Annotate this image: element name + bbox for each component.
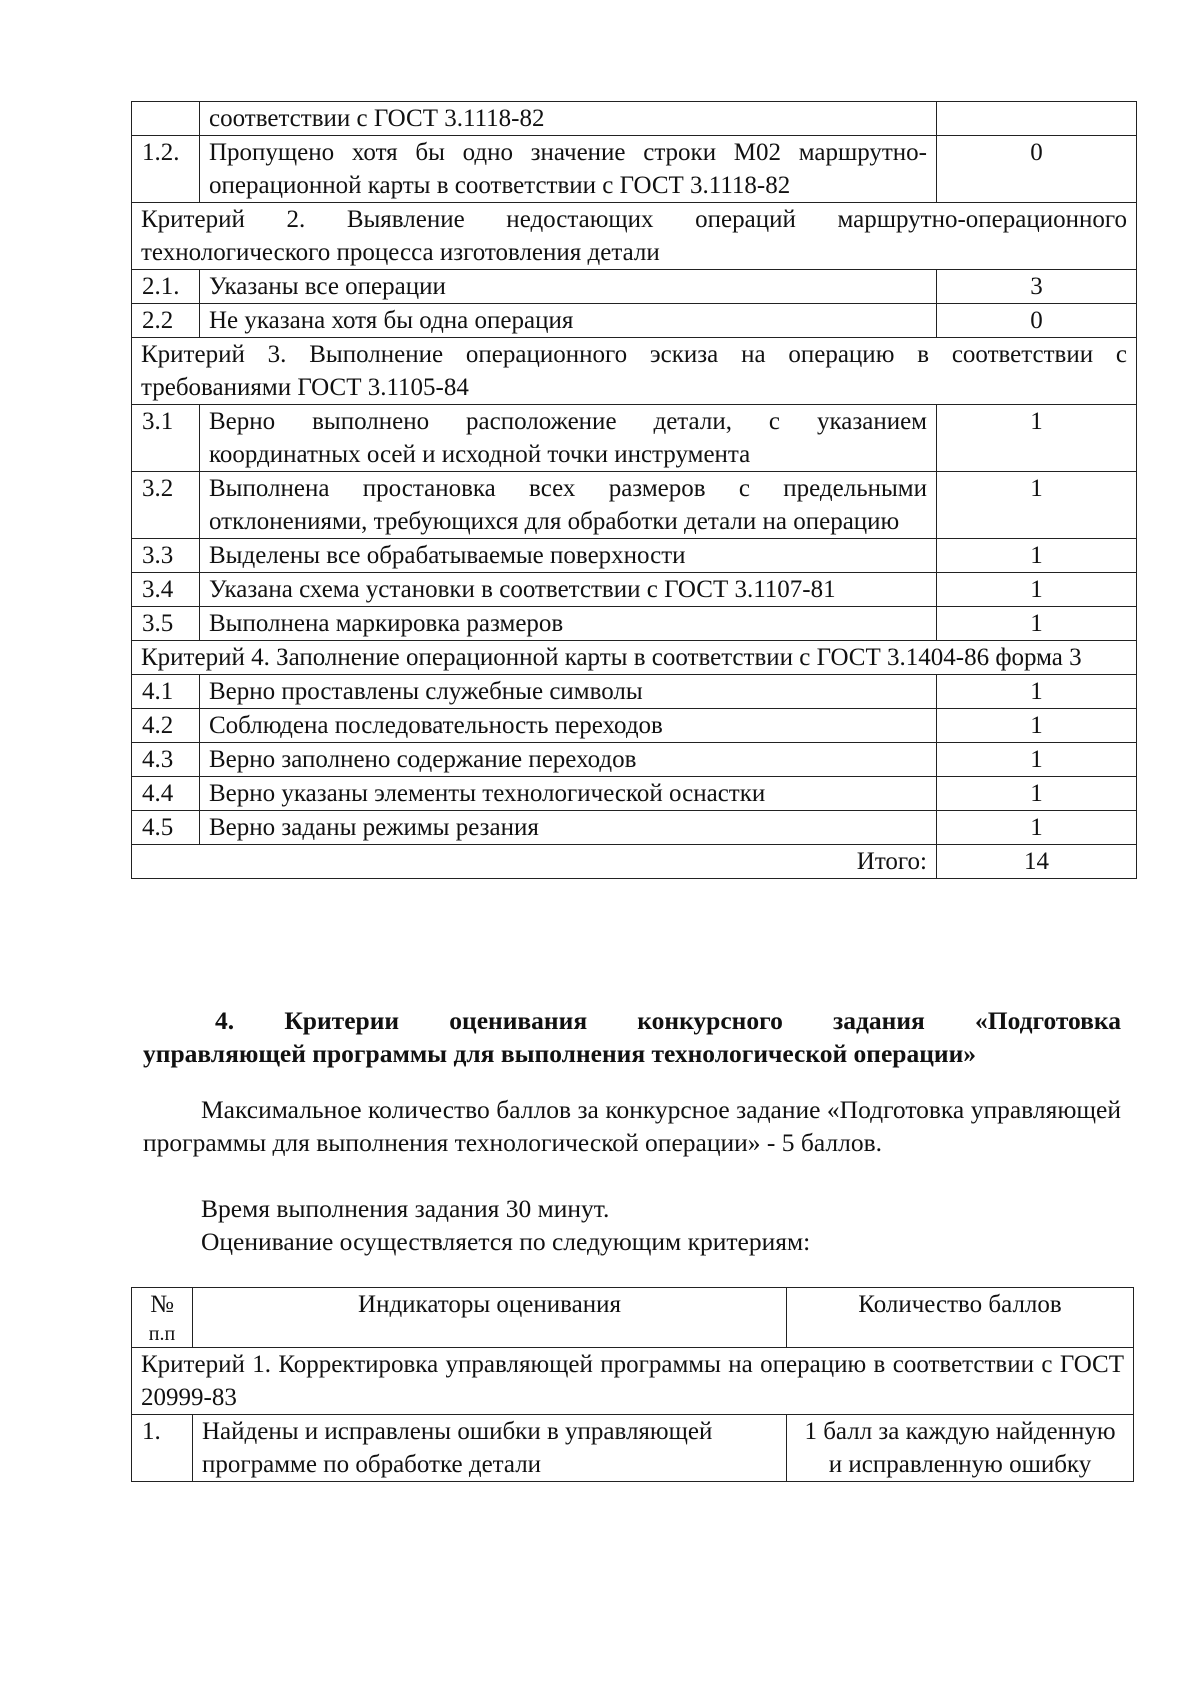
- row-score: 1: [937, 472, 1137, 539]
- section-title-line2: управляющей программы для выполнения технологической операции»: [143, 1039, 977, 1068]
- total-row: [132, 845, 1137, 879]
- row-text: Не указана хотя бы одна операция: [200, 304, 937, 338]
- criterion-row: [132, 203, 1137, 270]
- row-score: 1: [937, 709, 1137, 743]
- row-text: Найдены и исправлены ошибки в управляющей программе по обработке детали: [193, 1415, 787, 1482]
- criterion-text: Критерий 2. Выявление недостающих операций маршрутно-операционного технологического процесса изготовления детали: [132, 203, 1137, 270]
- criterion-row: [132, 641, 1137, 675]
- header-number: [132, 1288, 193, 1348]
- row-number: 2.1.: [132, 270, 200, 304]
- section-heading: [143, 1004, 1121, 1070]
- criteria-intro-paragraph: Оценивание осуществляется по следующим критериям:: [201, 1227, 811, 1256]
- row-text: Пропущено хотя бы одно значение строки М02 маршрутно-операционной карты в соответствии с ГОСТ 3.1118-82: [200, 136, 937, 203]
- table-row: [132, 539, 1137, 573]
- table-row: [132, 136, 1137, 203]
- table-row: [132, 607, 1137, 641]
- row-number: 1.2.: [132, 136, 200, 203]
- row-text: Верно заполнено содержание переходов: [200, 743, 937, 777]
- criterion-text: Критерий 3. Выполнение операционного эскиза на операцию в соответствии с требованиями ГОСТ 3.1105-84: [132, 338, 1137, 405]
- row-number: 3.3: [132, 539, 200, 573]
- total-value: 14: [937, 845, 1137, 879]
- row-score: 3: [937, 270, 1137, 304]
- section-number: 4.: [215, 1006, 235, 1035]
- table-row: [132, 709, 1137, 743]
- table-row: [132, 811, 1137, 845]
- section-title-line1: Критерии оценивания конкурсного задания «Подготовка: [284, 1006, 1121, 1035]
- row-text: Соблюдена последовательность переходов: [200, 709, 937, 743]
- row-text: Верно указаны элементы технологической оснастки: [200, 777, 937, 811]
- number-symbol: №: [150, 1291, 174, 1318]
- row-score: 1: [937, 675, 1137, 709]
- table-row: [132, 573, 1137, 607]
- row-number: 3.1: [132, 405, 200, 472]
- header-indicators: Индикаторы оценивания: [193, 1288, 787, 1348]
- row-score: 0: [937, 304, 1137, 338]
- header-points: Количество баллов: [787, 1288, 1134, 1348]
- row-number: 4.5: [132, 811, 200, 845]
- criteria-table-3: [131, 101, 1137, 879]
- row-text: Выполнена простановка всех размеров с предельными отклонениями, требующихся для обработки детали на операцию: [200, 472, 937, 539]
- row-number: 1.: [132, 1415, 193, 1482]
- row-score: 0: [937, 136, 1137, 203]
- row-number: 2.2: [132, 304, 200, 338]
- row-text: Указаны все операции: [200, 270, 937, 304]
- row-score: 1: [937, 811, 1137, 845]
- row-points: 1 балл за каждую найденную и исправленную ошибку: [787, 1415, 1134, 1482]
- table-row: [132, 304, 1137, 338]
- row-score: [937, 102, 1137, 136]
- table-row: [132, 777, 1137, 811]
- criterion-row: [132, 338, 1137, 405]
- row-text: Указана схема установки в соответствии с ГОСТ 3.1107-81: [200, 573, 937, 607]
- row-score: 1: [937, 405, 1137, 472]
- row-number: 4.2: [132, 709, 200, 743]
- total-label: Итого:: [132, 845, 937, 879]
- row-score: 1: [937, 607, 1137, 641]
- table-row: [132, 405, 1137, 472]
- table-row: [132, 743, 1137, 777]
- criterion-text: Критерий 4. Заполнение операционной карты в соответствии с ГОСТ 3.1404-86 форма 3: [132, 641, 1137, 675]
- table-header-row: [132, 1288, 1134, 1348]
- row-score: 1: [937, 539, 1137, 573]
- table-row: [132, 270, 1137, 304]
- max-score-text: Максимальное количество баллов за конкурсное задание «Подготовка управляющей программы для выполнения технологической операции» - 5 баллов.: [143, 1095, 1121, 1157]
- row-score: 1: [937, 743, 1137, 777]
- row-text: Верно выполнено расположение детали, с указанием координатных осей и исходной точки инструмента: [200, 405, 937, 472]
- table-row: [132, 472, 1137, 539]
- row-score: 1: [937, 777, 1137, 811]
- number-sub: п.п: [148, 1323, 176, 1345]
- criterion-row: [132, 1348, 1134, 1415]
- row-text: Выделены все обрабатываемые поверхности: [200, 539, 937, 573]
- row-text: Верно заданы режимы резания: [200, 811, 937, 845]
- criteria-table-4: [131, 1287, 1134, 1482]
- max-score-paragraph: [143, 1093, 1121, 1159]
- row-text: Верно проставлены служебные символы: [200, 675, 937, 709]
- row-number: 3.5: [132, 607, 200, 641]
- row-score: 1: [937, 573, 1137, 607]
- criterion-text: Критерий 1. Корректировка управляющей программы на операцию в соответствии с ГОСТ 20999-83: [132, 1348, 1134, 1415]
- row-number: 3.4: [132, 573, 200, 607]
- row-number: 4.4: [132, 777, 200, 811]
- table-row: [132, 675, 1137, 709]
- row-number: 3.2: [132, 472, 200, 539]
- row-number: 4.3: [132, 743, 200, 777]
- row-number: [132, 102, 200, 136]
- table-row: [132, 102, 1137, 136]
- table-row: [132, 1415, 1134, 1482]
- row-text: Выполнена маркировка размеров: [200, 607, 937, 641]
- row-text: соответствии с ГОСТ 3.1118-82: [200, 102, 937, 136]
- row-number: 4.1: [132, 675, 200, 709]
- time-paragraph: Время выполнения задания 30 минут.: [201, 1194, 610, 1223]
